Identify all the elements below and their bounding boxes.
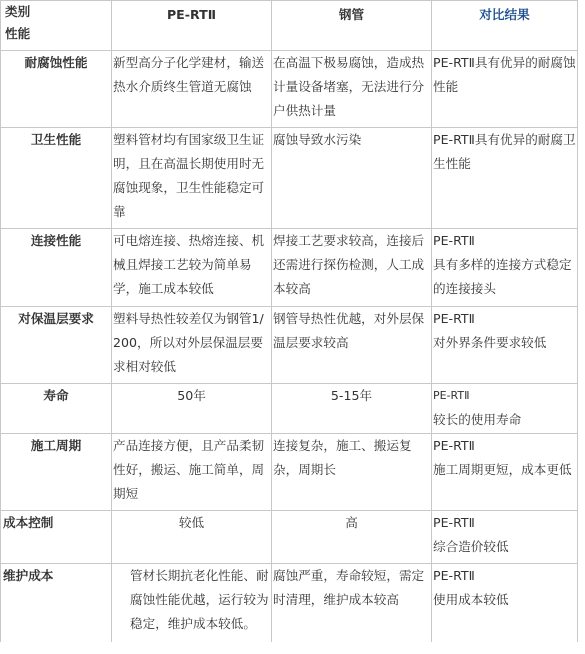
result-line: 具有多样的连接方式稳定的连接接头 [433, 257, 572, 296]
header-result: 对比结果 [432, 1, 578, 51]
row-steel-cell: 腐蚀严重，寿命较短，需定时清理，维护成本较高 [272, 564, 432, 642]
row-steel-cell: 连接复杂，施工、搬运复杂，周期长 [272, 434, 432, 511]
header-category-cell [1, 1, 112, 51]
row-category: 对保温层要求 [1, 307, 112, 384]
row-result-cell [432, 307, 578, 384]
row-result-cell [432, 434, 578, 511]
row-category: 成本控制 [1, 511, 112, 564]
result-line: 对外界条件要求较低 [433, 335, 547, 350]
result-line: PE-RTⅡ [433, 568, 475, 583]
row-steel-cell: 焊接工艺要求较高，连接后还需进行探伤检测，人工成本较高 [272, 229, 432, 307]
row-steel-cell: 5-15年 [272, 384, 432, 434]
header-category-line2: 性能 [5, 26, 31, 41]
result-line: PE-RTⅡ [433, 233, 475, 248]
row-result-cell [432, 564, 578, 642]
row-category: 寿命 [1, 384, 112, 434]
row-result-cell [432, 229, 578, 307]
result-line: PE-RTⅡ [433, 438, 475, 453]
result-line: 综合造价较低 [433, 539, 509, 554]
table-row [1, 511, 578, 564]
result-line: PE-RTⅡ具有优异的耐腐卫生性能 [433, 132, 576, 171]
result-line: PE-RTⅡ具有优异的耐腐蚀性能 [433, 55, 576, 94]
result-line: 使用成本较低 [433, 592, 509, 607]
table-row [1, 564, 578, 642]
row-pert-cell: 管材长期抗老化性能、耐腐蚀性能优越，运行较为稳定，维护成本较低。 [112, 564, 272, 642]
table-header-row [1, 1, 578, 51]
row-steel-cell: 高 [272, 511, 432, 564]
row-result-cell [432, 511, 578, 564]
row-result-cell [432, 384, 578, 434]
row-pert-cell: 塑料管材均有国家级卫生证明，且在高温长期使用时无腐蚀现象，卫生性能稳定可靠 [112, 128, 272, 229]
result-line: 较长的使用寿命 [433, 412, 522, 427]
row-category: 连接性能 [1, 229, 112, 307]
row-pert-cell: 50年 [112, 384, 272, 434]
result-line: 施工周期更短，成本更低 [433, 462, 572, 477]
row-result-cell [432, 51, 578, 128]
table-row [1, 128, 578, 229]
row-category: 卫生性能 [1, 128, 112, 229]
result-line: PE-RTⅡ [433, 311, 475, 326]
table-row [1, 384, 578, 434]
row-pert-cell: 塑料导热性较差仅为钢管1/200，所以对外层保温层要求相对较低 [112, 307, 272, 384]
header-category-line1: 类别 [5, 4, 31, 19]
row-steel-cell: 在高温下极易腐蚀，造成热计量设备堵塞，无法进行分户供热计量 [272, 51, 432, 128]
row-pert-cell: 新型高分子化学建材，输送热水介质终生管道无腐蚀 [112, 51, 272, 128]
header-steel: 钢管 [272, 1, 432, 51]
row-pert-cell: 可电熔连接、热熔连接、机械且焊接工艺较为简单易学，施工成本较低 [112, 229, 272, 307]
result-line: PE-RTⅡ [433, 389, 470, 402]
table-row [1, 229, 578, 307]
table-row [1, 307, 578, 384]
row-category: 施工周期 [1, 434, 112, 511]
row-result-cell [432, 128, 578, 229]
header-pert: PE-RTⅡ [112, 1, 272, 51]
result-line: PE-RTⅡ [433, 515, 475, 530]
row-category: 耐腐蚀性能 [1, 51, 112, 128]
table-row [1, 51, 578, 128]
row-steel-cell: 钢管导热性优越，对外层保温层要求较高 [272, 307, 432, 384]
row-category: 维护成本 [1, 564, 112, 642]
row-pert-cell: 较低 [112, 511, 272, 564]
row-steel-cell: 腐蚀导致水污染 [272, 128, 432, 229]
table-row [1, 434, 578, 511]
row-pert-cell: 产品连接方便，且产品柔韧性好，搬运、施工简单，周期短 [112, 434, 272, 511]
